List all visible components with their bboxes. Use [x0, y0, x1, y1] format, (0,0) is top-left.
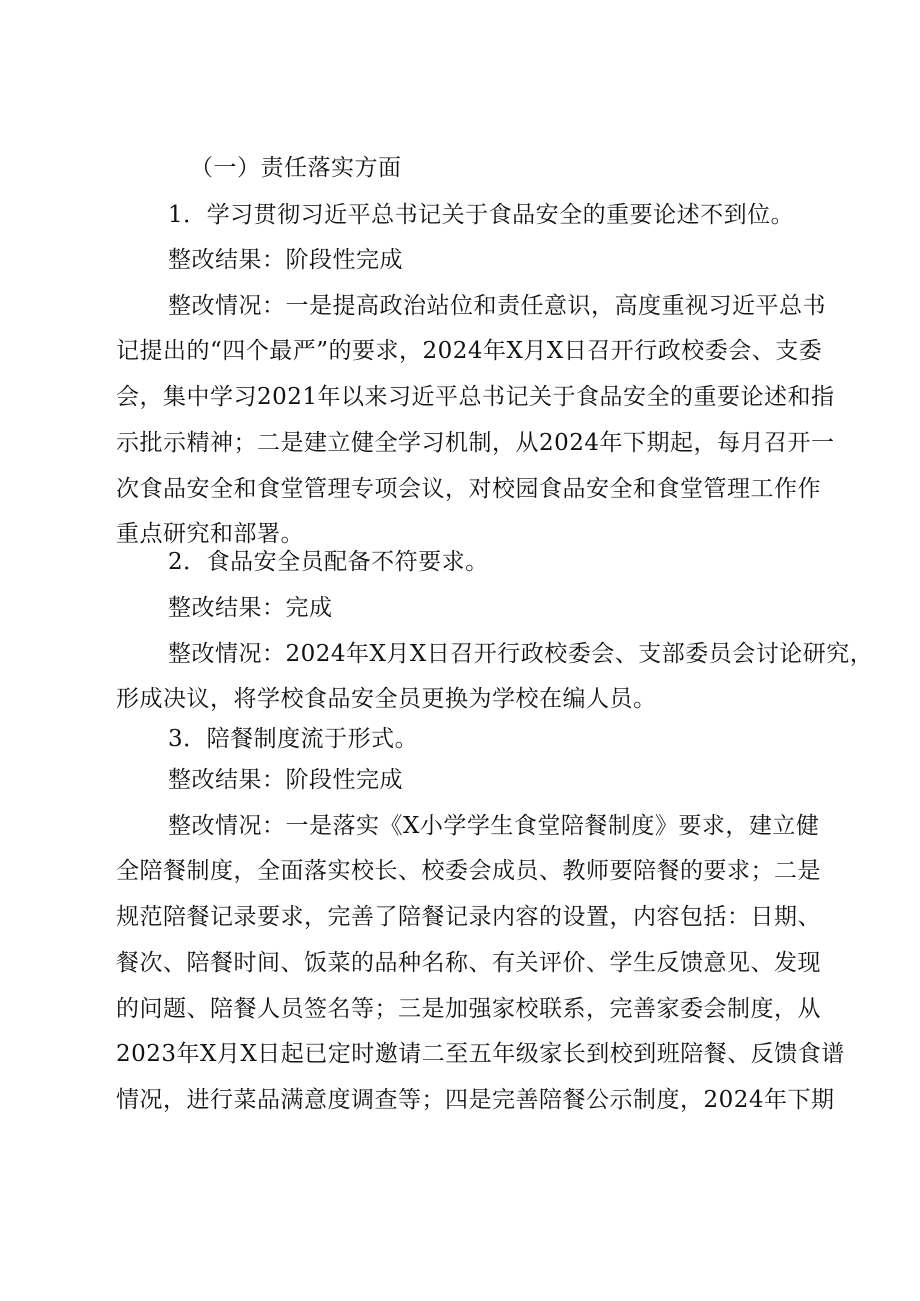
item-1-status-line: 示批示精神；二是建立健全学习机制，从2024年下期起，每月召开一 [116, 430, 835, 456]
item-2-title: 2．食品安全员配备不符要求。 [168, 549, 489, 575]
item-2-status-line: 整改情况：2024年X月X日召开行政校委会、支部委员会讨论研究， [168, 641, 874, 667]
section-heading: （一）责任落实方面 [190, 155, 402, 181]
item-2-status-line: 形成决议，将学校食品安全员更换为学校在编人员。 [116, 686, 657, 712]
item-3-status-line: 餐次、陪餐时间、饭菜的品种名称、有关评价、学生反馈意见、发现 [116, 950, 821, 976]
item-1-title: 1．学习贯彻习近平总书记关于食品安全的重要论述不到位。 [168, 202, 795, 228]
item-1-status-line: 整改情况：一是提高政治站位和责任意识，高度重视习近平总书 [168, 293, 826, 319]
item-1-status-line: 会，集中学习2021年以来习近平总书记关于食品安全的重要论述和指 [116, 384, 835, 410]
item-1-status-line: 次食品安全和食堂管理专项会议，对校园食品安全和食堂管理工作作 [116, 476, 821, 502]
item-1-result: 整改结果：阶段性完成 [168, 247, 403, 273]
item-3-status-line: 2023年X月X日起已定时邀请二至五年级家长到校到班陪餐、反馈食谱 [116, 1041, 845, 1067]
item-1-status-line: 记提出的“四个最严”的要求，2024年X月X日召开行政校委会、支委 [116, 338, 823, 364]
item-3-status-line: 情况，进行菜品满意度调查等；四是完善陪餐公示制度，2024年下期 [116, 1087, 835, 1113]
item-3-status-line: 规范陪餐记录要求，完善了陪餐记录内容的设置，内容包括：日期、 [116, 904, 821, 930]
item-3-result: 整改结果：阶段性完成 [168, 767, 403, 793]
item-3-title: 3．陪餐制度流于形式。 [168, 726, 419, 752]
item-3-status-line: 全陪餐制度，全面落实校长、校委会成员、教师要陪餐的要求；二是 [116, 858, 821, 884]
item-1-status-line: 重点研究和部署。 [116, 521, 304, 547]
item-3-status-line: 的问题、陪餐人员签名等；三是加强家校联系，完善家委会制度，从 [116, 996, 821, 1022]
item-2-result: 整改结果：完成 [168, 595, 333, 621]
item-3-status-line: 整改情况：一是落实《X小学学生食堂陪餐制度》要求，建立健 [168, 813, 820, 839]
